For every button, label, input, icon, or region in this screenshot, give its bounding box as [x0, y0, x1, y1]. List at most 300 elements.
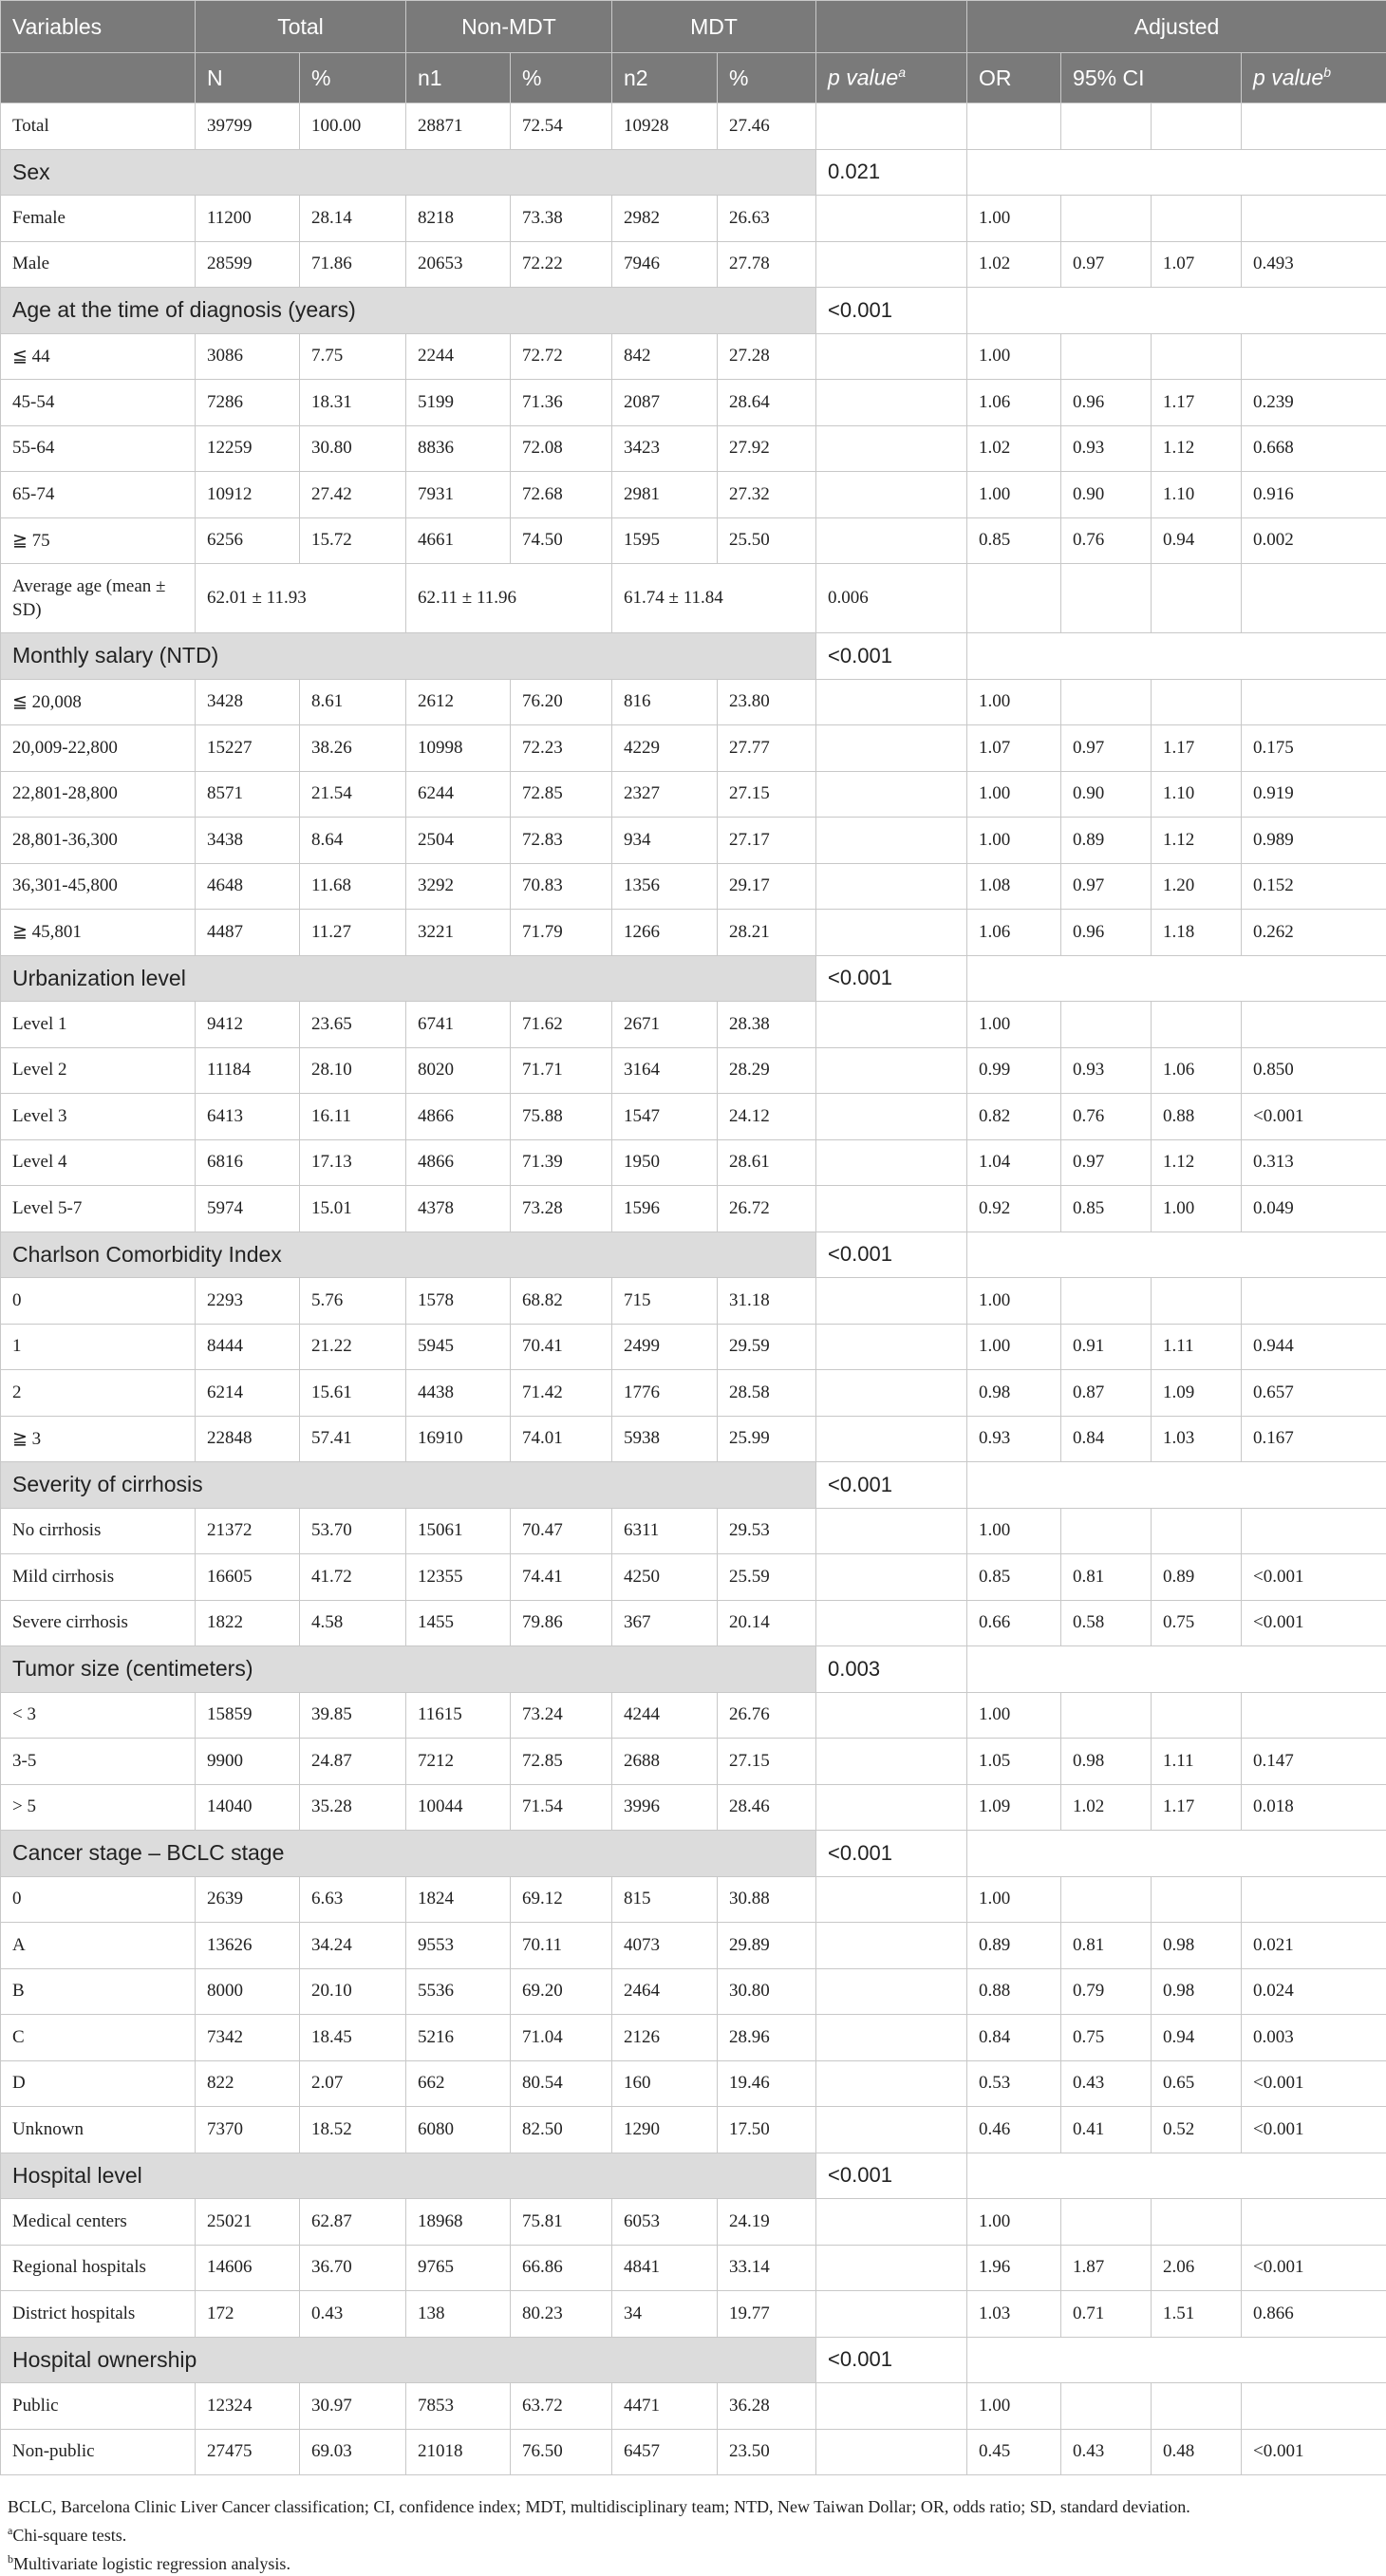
header-blank: [816, 1, 967, 53]
cell-p-adjusted: <0.001: [1242, 2060, 1386, 2107]
cell-n1: 138: [406, 2291, 511, 2338]
table-row: [1, 1324, 1386, 1370]
cell-p-adjusted: 0.866: [1242, 2291, 1386, 2338]
cell-ci-high: 1.12: [1152, 818, 1242, 864]
cell-pct1: 71.71: [511, 1047, 612, 1094]
cell-or: 1.06: [967, 910, 1061, 956]
cell-pct1: 72.08: [511, 425, 612, 472]
total-n: 39799: [196, 103, 300, 150]
row-label: Regional hospitals: [1, 2245, 196, 2291]
cell-p-adjusted: [1242, 333, 1386, 380]
average-mdt: 61.74 ± 11.84: [612, 564, 816, 633]
cell-or: 1.00: [967, 1508, 1061, 1554]
cell-ci-low: 0.71: [1061, 2291, 1152, 2338]
cell-p-adjusted: 0.493: [1242, 241, 1386, 288]
cell-p-unadjusted: [816, 380, 967, 426]
table-row: [1, 1278, 1386, 1325]
cell-ci-high: 0.88: [1152, 1094, 1242, 1140]
header-pct-total: %: [300, 53, 406, 103]
section-title: Tumor size (centimeters): [1, 1646, 816, 1693]
cell-n: 21372: [196, 1508, 300, 1554]
cell-n1: 2504: [406, 818, 511, 864]
cell-n2: 2981: [612, 472, 718, 518]
cell-p-unadjusted: [816, 2199, 967, 2246]
cell-pct1: 73.24: [511, 1692, 612, 1739]
cell-ci-high: [1152, 1508, 1242, 1554]
cell-n2: 5938: [612, 1416, 718, 1462]
cell-n1: 5945: [406, 1324, 511, 1370]
cell-n2: 1266: [612, 910, 718, 956]
section-p-value: <0.001: [816, 2153, 967, 2199]
row-label: Level 5-7: [1, 1186, 196, 1232]
cell-pct: 11.68: [300, 863, 406, 910]
cell-p-adjusted: 0.021: [1242, 1923, 1386, 1969]
cell-ci-low: 0.93: [1061, 1047, 1152, 1094]
cell-pct1: 69.20: [511, 1968, 612, 2015]
cell-n: 13626: [196, 1923, 300, 1969]
cell-n2: 7946: [612, 241, 718, 288]
section-header-row: [1, 955, 1386, 1002]
cell-pct1: 73.38: [511, 196, 612, 242]
cell-n1: 3221: [406, 910, 511, 956]
row-label: 0: [1, 1876, 196, 1923]
cell-pct1: 70.11: [511, 1923, 612, 1969]
cell-ci-low: 0.58: [1061, 1600, 1152, 1646]
cell-pct2: 31.18: [718, 1278, 816, 1325]
cell-n1: 5216: [406, 2015, 511, 2061]
cell-pct2: 30.88: [718, 1876, 816, 1923]
average-blank: [1242, 564, 1386, 633]
cell-n: 172: [196, 2291, 300, 2338]
cell-ci-high: 0.75: [1152, 1600, 1242, 1646]
cell-p-unadjusted: [816, 1692, 967, 1739]
cell-pct2: 27.92: [718, 425, 816, 472]
cell-pct: 30.97: [300, 2383, 406, 2430]
cell-p-unadjusted: [816, 1278, 967, 1325]
cell-p-adjusted: <0.001: [1242, 2107, 1386, 2153]
table-row: [1, 1002, 1386, 1048]
section-p-value: <0.001: [816, 1232, 967, 1278]
average-total: 62.01 ± 11.93: [196, 564, 406, 633]
cell-pct2: 27.15: [718, 1739, 816, 1785]
cell-pct1: 80.54: [511, 2060, 612, 2107]
cell-p-unadjusted: [816, 1600, 967, 1646]
cell-or: 1.00: [967, 1324, 1061, 1370]
cell-ci-high: [1152, 2383, 1242, 2430]
row-label: District hospitals: [1, 2291, 196, 2338]
cell-n: 12324: [196, 2383, 300, 2430]
cell-or: 1.00: [967, 333, 1061, 380]
table-row: [1, 910, 1386, 956]
cell-ci-high: [1152, 2199, 1242, 2246]
cell-p-unadjusted: [816, 1094, 967, 1140]
cell-n: 4487: [196, 910, 300, 956]
cell-n: 11200: [196, 196, 300, 242]
cell-n1: 9553: [406, 1923, 511, 1969]
cell-pct2: 23.50: [718, 2429, 816, 2475]
table-row: [1, 1784, 1386, 1831]
cell-or: 0.92: [967, 1186, 1061, 1232]
cell-ci-high: 0.98: [1152, 1968, 1242, 2015]
section-p-value: <0.001: [816, 1462, 967, 1509]
cell-n2: 816: [612, 679, 718, 725]
cell-ci-high: [1152, 1876, 1242, 1923]
row-label: 0: [1, 1278, 196, 1325]
cell-ci-low: [1061, 1692, 1152, 1739]
cell-p-adjusted: [1242, 1692, 1386, 1739]
cell-pct: 23.65: [300, 1002, 406, 1048]
cell-ci-low: 0.43: [1061, 2429, 1152, 2475]
cell-pct1: 72.68: [511, 472, 612, 518]
cell-ci-low: 0.85: [1061, 1186, 1152, 1232]
cell-p-adjusted: [1242, 1002, 1386, 1048]
cell-ci-low: [1061, 2383, 1152, 2430]
table-row: [1, 425, 1386, 472]
average-blank: [1152, 564, 1242, 633]
cell-pct1: 73.28: [511, 1186, 612, 1232]
cell-n1: 8218: [406, 196, 511, 242]
cell-n: 10912: [196, 472, 300, 518]
cell-n2: 1776: [612, 1370, 718, 1417]
cell-pct2: 28.96: [718, 2015, 816, 2061]
cell-p-unadjusted: [816, 1002, 967, 1048]
cell-n: 14606: [196, 2245, 300, 2291]
average-blank: [1061, 564, 1152, 633]
cell-or: 1.02: [967, 241, 1061, 288]
cell-pct: 18.52: [300, 2107, 406, 2153]
row-label: 55-64: [1, 425, 196, 472]
cell-pct: 39.85: [300, 1692, 406, 1739]
table-row: [1, 2199, 1386, 2246]
header-pct-non-mdt: %: [511, 53, 612, 103]
cell-n2: 4471: [612, 2383, 718, 2430]
cell-n: 9412: [196, 1002, 300, 1048]
cell-n1: 4438: [406, 1370, 511, 1417]
cell-pct: 21.54: [300, 771, 406, 818]
cell-pct: 18.31: [300, 380, 406, 426]
cell-n: 6816: [196, 1139, 300, 1186]
cell-pct: 17.13: [300, 1139, 406, 1186]
footnote-abbreviations: BCLC, Barcelona Clinic Liver Cancer classification; CI, confidence index; MDT, multidisciplinary team; NTD, New Taiwan Dollar; OR, odds ratio; SD, standard deviation.: [8, 2495, 1190, 2519]
cell-n2: 2499: [612, 1324, 718, 1370]
total-p: [816, 103, 967, 150]
cell-pct2: 24.12: [718, 1094, 816, 1140]
cell-n1: 9765: [406, 2245, 511, 2291]
cell-pct2: 29.17: [718, 863, 816, 910]
cell-p-unadjusted: [816, 517, 967, 564]
cell-n: 7370: [196, 2107, 300, 2153]
total-row: [1, 103, 1386, 150]
cell-ci-low: [1061, 679, 1152, 725]
cell-p-adjusted: <0.001: [1242, 1600, 1386, 1646]
row-label: 20,009-22,800: [1, 725, 196, 772]
cell-p-unadjusted: [816, 771, 967, 818]
section-header-row: [1, 1462, 1386, 1509]
cell-pct2: 27.77: [718, 725, 816, 772]
cell-n: 5974: [196, 1186, 300, 1232]
cell-n2: 2464: [612, 1968, 718, 2015]
cell-n: 2293: [196, 1278, 300, 1325]
section-header-row: [1, 288, 1386, 334]
cell-pct2: 30.80: [718, 1968, 816, 2015]
cell-p-unadjusted: [816, 1186, 967, 1232]
section-blank: [967, 1232, 1386, 1278]
table-row: [1, 1186, 1386, 1232]
cell-or: 1.00: [967, 2199, 1061, 2246]
average-non-mdt: 62.11 ± 11.96: [406, 564, 612, 633]
cell-ci-low: [1061, 1876, 1152, 1923]
cell-pct1: 70.47: [511, 1508, 612, 1554]
cell-ci-low: 0.90: [1061, 472, 1152, 518]
cell-ci-low: 1.87: [1061, 2245, 1152, 2291]
cell-pct1: 74.50: [511, 517, 612, 564]
header-blank-sub: [1, 53, 196, 103]
row-label: Level 2: [1, 1047, 196, 1094]
table-row: [1, 196, 1386, 242]
cell-p-unadjusted: [816, 725, 967, 772]
cell-ci-low: [1061, 333, 1152, 380]
cell-n2: 715: [612, 1278, 718, 1325]
section-title: Cancer stage – BCLC stage: [1, 1831, 816, 1877]
cell-pct1: 71.04: [511, 2015, 612, 2061]
cell-pct1: 72.22: [511, 241, 612, 288]
cell-ci-high: 1.12: [1152, 1139, 1242, 1186]
cell-ci-high: 1.18: [1152, 910, 1242, 956]
cell-ci-low: [1061, 1002, 1152, 1048]
header-or: OR: [967, 53, 1061, 103]
table-row: [1, 771, 1386, 818]
cell-pct: 2.07: [300, 2060, 406, 2107]
cell-pct1: 66.86: [511, 2245, 612, 2291]
cell-pct1: 63.72: [511, 2383, 612, 2430]
cell-or: 1.96: [967, 2245, 1061, 2291]
cell-ci-low: 0.97: [1061, 863, 1152, 910]
cell-or: 1.00: [967, 1876, 1061, 1923]
header-p-value-b: [1242, 53, 1386, 103]
row-label: Level 3: [1, 1094, 196, 1140]
cell-p-unadjusted: [816, 1047, 967, 1094]
cell-pct: 24.87: [300, 1739, 406, 1785]
cell-n: 15227: [196, 725, 300, 772]
table-row: [1, 1554, 1386, 1601]
cell-pct2: 20.14: [718, 1600, 816, 1646]
cell-pct1: 72.85: [511, 1739, 612, 1785]
section-title: Age at the time of diagnosis (years): [1, 288, 816, 334]
cell-pct2: 28.61: [718, 1139, 816, 1186]
cell-pct: 35.28: [300, 1784, 406, 1831]
cell-pct2: 27.28: [718, 333, 816, 380]
cell-n1: 2612: [406, 679, 511, 725]
cell-n2: 367: [612, 1600, 718, 1646]
table-row: [1, 517, 1386, 564]
cell-pct2: 25.59: [718, 1554, 816, 1601]
cell-ci-low: 0.76: [1061, 1094, 1152, 1140]
section-blank: [967, 955, 1386, 1002]
cell-ci-low: 0.89: [1061, 818, 1152, 864]
cell-pct2: 28.38: [718, 1002, 816, 1048]
cell-or: 0.53: [967, 2060, 1061, 2107]
cell-pct1: 70.41: [511, 1324, 612, 1370]
cell-n1: 7212: [406, 1739, 511, 1785]
cell-ci-high: 1.51: [1152, 2291, 1242, 2338]
cell-n2: 1596: [612, 1186, 718, 1232]
cell-pct: 69.03: [300, 2429, 406, 2475]
cell-ci-low: 0.96: [1061, 380, 1152, 426]
table-header: [1, 1, 1386, 103]
cell-p-adjusted: 0.262: [1242, 910, 1386, 956]
total-pct: 100.00: [300, 103, 406, 150]
cell-ci-low: 0.84: [1061, 1416, 1152, 1462]
cell-p-adjusted: <0.001: [1242, 2245, 1386, 2291]
cell-ci-low: [1061, 1278, 1152, 1325]
cell-n2: 1547: [612, 1094, 718, 1140]
cell-p-unadjusted: [816, 1876, 967, 1923]
cell-p-adjusted: 0.668: [1242, 425, 1386, 472]
table-row: [1, 725, 1386, 772]
row-label: B: [1, 1968, 196, 2015]
cell-ci-low: 0.41: [1061, 2107, 1152, 2153]
cell-or: 1.06: [967, 380, 1061, 426]
cell-n2: 2327: [612, 771, 718, 818]
cell-p-adjusted: 0.175: [1242, 725, 1386, 772]
cell-ci-low: 0.87: [1061, 1370, 1152, 1417]
cell-ci-high: [1152, 196, 1242, 242]
cell-p-unadjusted: [816, 2245, 967, 2291]
cell-n: 3086: [196, 333, 300, 380]
table-row: [1, 2429, 1386, 2475]
cell-pct1: 71.42: [511, 1370, 612, 1417]
total-hi: [1152, 103, 1242, 150]
cell-pct1: 70.83: [511, 863, 612, 910]
cell-p-unadjusted: [816, 2429, 967, 2475]
cell-n2: 3164: [612, 1047, 718, 1094]
table-row: [1, 679, 1386, 725]
average-blank: [967, 564, 1061, 633]
table-row: [1, 863, 1386, 910]
row-label: > 5: [1, 1784, 196, 1831]
cell-ci-low: 0.81: [1061, 1923, 1152, 1969]
cell-p-unadjusted: [816, 241, 967, 288]
cell-n2: 160: [612, 2060, 718, 2107]
cell-p-unadjusted: [816, 1416, 967, 1462]
cell-or: 1.05: [967, 1739, 1061, 1785]
cell-n: 7342: [196, 2015, 300, 2061]
table-row: [1, 333, 1386, 380]
cell-pct2: 27.15: [718, 771, 816, 818]
cell-p-adjusted: 0.152: [1242, 863, 1386, 910]
cell-ci-high: 1.17: [1152, 725, 1242, 772]
cell-n: 11184: [196, 1047, 300, 1094]
cell-or: 1.00: [967, 771, 1061, 818]
cell-or: 1.00: [967, 818, 1061, 864]
cell-n: 7286: [196, 380, 300, 426]
cell-n: 8571: [196, 771, 300, 818]
cell-p-adjusted: 0.049: [1242, 1186, 1386, 1232]
cell-n: 25021: [196, 2199, 300, 2246]
cell-pct2: 26.76: [718, 1692, 816, 1739]
cell-pct1: 68.82: [511, 1278, 612, 1325]
cell-ci-high: 1.12: [1152, 425, 1242, 472]
cell-pct2: 27.78: [718, 241, 816, 288]
cell-ci-low: 0.91: [1061, 1324, 1152, 1370]
section-p-value: <0.001: [816, 2337, 967, 2383]
cell-n: 22848: [196, 1416, 300, 1462]
table-row: [1, 1692, 1386, 1739]
row-label: Medical centers: [1, 2199, 196, 2246]
cell-pct2: 17.50: [718, 2107, 816, 2153]
cell-n: 3428: [196, 679, 300, 725]
table-row: [1, 2060, 1386, 2107]
cell-n1: 2244: [406, 333, 511, 380]
cell-or: 0.89: [967, 1923, 1061, 1969]
section-header-row: [1, 1232, 1386, 1278]
cell-p-unadjusted: [816, 472, 967, 518]
cell-pct2: 24.19: [718, 2199, 816, 2246]
cell-ci-low: [1061, 1508, 1152, 1554]
cell-pct1: 71.39: [511, 1139, 612, 1186]
cell-p-adjusted: 0.657: [1242, 1370, 1386, 1417]
cell-or: 1.00: [967, 1692, 1061, 1739]
table-row: [1, 380, 1386, 426]
table-row: [1, 1094, 1386, 1140]
section-title: Hospital ownership: [1, 2337, 816, 2383]
cell-pct: 53.70: [300, 1508, 406, 1554]
cell-n: 16605: [196, 1554, 300, 1601]
cell-or: 0.99: [967, 1047, 1061, 1094]
row-label: Female: [1, 196, 196, 242]
p-value-mark-b: b: [1323, 65, 1331, 80]
cell-n1: 7853: [406, 2383, 511, 2430]
cell-pct: 6.63: [300, 1876, 406, 1923]
cell-pct: 36.70: [300, 2245, 406, 2291]
cell-pct1: 71.79: [511, 910, 612, 956]
row-label: 28,801-36,300: [1, 818, 196, 864]
cell-pct1: 72.23: [511, 725, 612, 772]
row-label: 2: [1, 1370, 196, 1417]
row-label: Level 4: [1, 1139, 196, 1186]
row-label: Level 1: [1, 1002, 196, 1048]
row-label: < 3: [1, 1692, 196, 1739]
cell-p-unadjusted: [816, 818, 967, 864]
cell-ci-low: 0.43: [1061, 2060, 1152, 2107]
table-row: [1, 1416, 1386, 1462]
header-mdt: MDT: [612, 1, 816, 53]
average-age-row: [1, 564, 1386, 633]
cell-ci-high: 0.94: [1152, 517, 1242, 564]
cell-ci-high: 0.94: [1152, 2015, 1242, 2061]
header-total: Total: [196, 1, 406, 53]
table-row: [1, 1600, 1386, 1646]
cell-ci-high: [1152, 1278, 1242, 1325]
cell-ci-high: 1.20: [1152, 863, 1242, 910]
cell-pct: 0.43: [300, 2291, 406, 2338]
section-title: Sex: [1, 149, 816, 196]
cell-or: 1.00: [967, 1278, 1061, 1325]
row-label: 36,301-45,800: [1, 863, 196, 910]
cell-p-unadjusted: [816, 1739, 967, 1785]
cell-n1: 6080: [406, 2107, 511, 2153]
cell-or: 1.09: [967, 1784, 1061, 1831]
cell-p-adjusted: [1242, 196, 1386, 242]
cell-or: 0.84: [967, 2015, 1061, 2061]
total-or: [967, 103, 1061, 150]
cell-p-unadjusted: [816, 1324, 967, 1370]
cell-pct: 5.76: [300, 1278, 406, 1325]
cell-pct2: 28.58: [718, 1370, 816, 1417]
cell-n: 6214: [196, 1370, 300, 1417]
cell-ci-high: 0.52: [1152, 2107, 1242, 2153]
cell-n2: 4250: [612, 1554, 718, 1601]
